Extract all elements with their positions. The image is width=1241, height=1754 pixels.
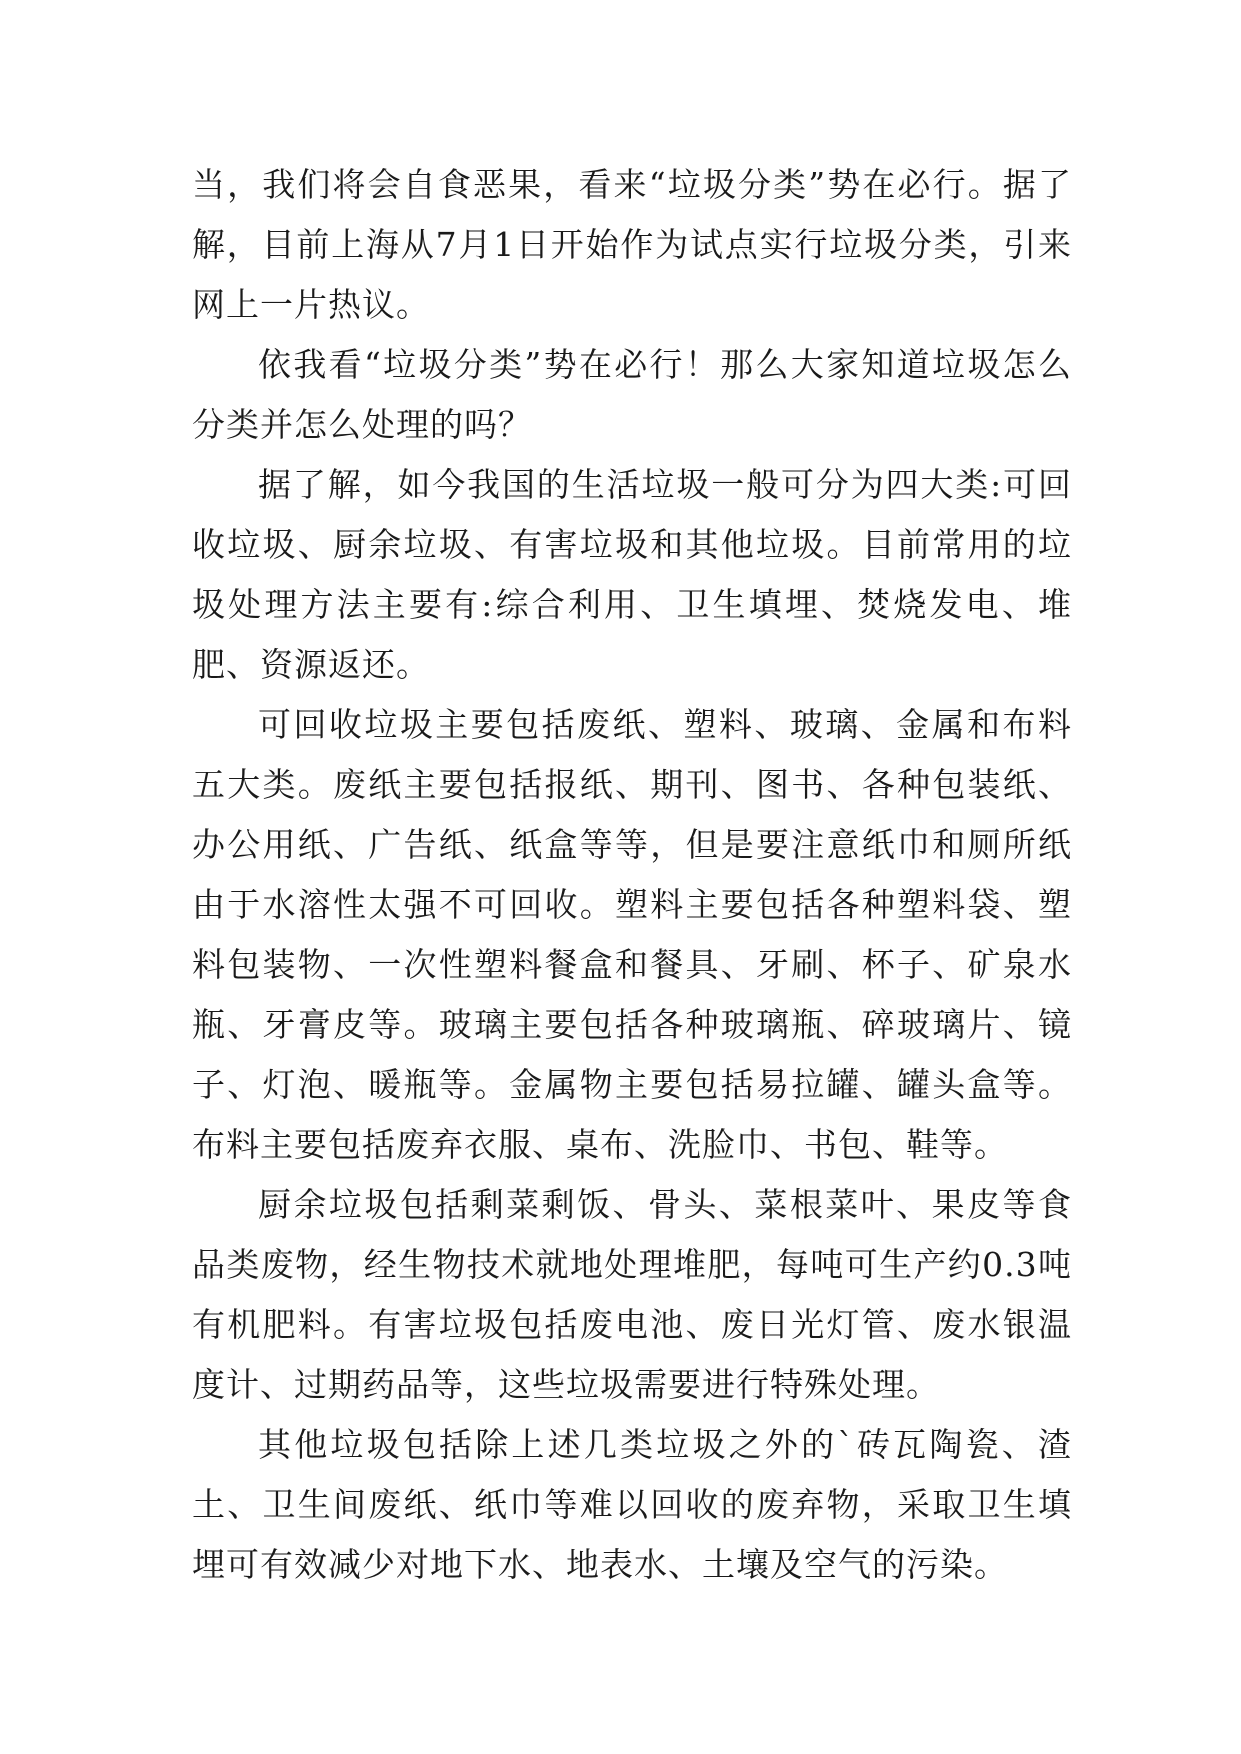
paragraph: 据了解，如今我国的生活垃圾一般可分为四大类:可回收垃圾、厨余垃圾、有害垃圾和其他垃圾。目前常用的垃圾处理方法主要有:综合利用、卫生填埋、焚烧发电、堆肥、资源返还。 — [192, 465, 1072, 684]
paragraph: 依我看“垃圾分类”势在必行！那么大家知道垃圾怎么分类并怎么处理的吗？ — [192, 345, 1072, 444]
paragraph: 可回收垃圾主要包括废纸、塑料、玻璃、金属和布料五大类。废纸主要包括报纸、期刊、图书、各种包装纸、办公用纸、广告纸、纸盒等等，但是要注意纸巾和厕所纸由于水溶性太强不可回收。塑料主要包括各种塑料袋、塑料包装物、一次性塑料餐盒和餐具、牙刷、杯子、矿泉水瓶、牙膏皮等。玻璃主要包括各种玻璃瓶、碎玻璃片、镜子、灯泡、暖瓶等。金属物主要包括易拉罐、罐头盒等。布料主要包括废弃衣服、桌布、洗脸巾、书包、鞋等。 — [192, 705, 1072, 1164]
document-body — [192, 155, 1072, 1595]
paragraph: 其他垃圾包括除上述几类垃圾之外的`砖瓦陶瓷、渣土、卫生间废纸、纸巾等难以回收的废弃物，采取卫生填埋可有效减少对地下水、地表水、土壤及空气的污染。 — [192, 1425, 1072, 1584]
paragraph-continuation: 当，我们将会自食恶果，看来“垃圾分类”势在必行。据了解，目前上海从7月1日开始作为试点实行垃圾分类，引来网上一片热议。 — [192, 165, 1072, 324]
paragraph: 厨余垃圾包括剩菜剩饭、骨头、菜根菜叶、果皮等食品类废物，经生物技术就地处理堆肥，每吨可生产约0.3吨有机肥料。有害垃圾包括废电池、废日光灯管、废水银温度计、过期药品等，这些垃圾需要进行特殊处理。 — [192, 1185, 1072, 1404]
